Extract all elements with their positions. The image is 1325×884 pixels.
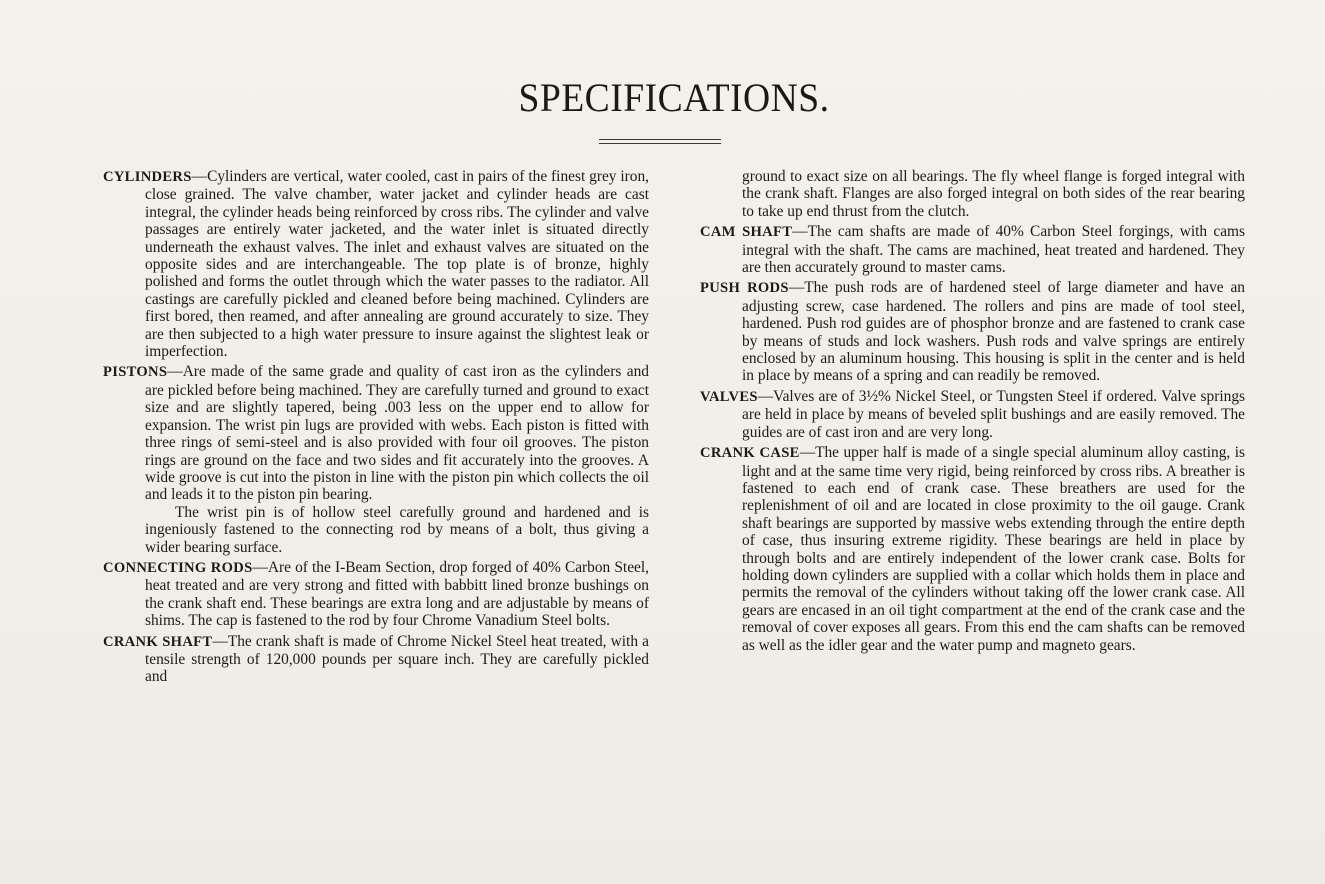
cam-shaft-section (700, 223, 1245, 276)
pistons-text: —Are made of the same grade and quality of cast iron as the cylinders and are pickled before being machined. They are carefully turned and ground to exact size and are slightly tapered, being .003 less on the upper end to allow for expansion. The wrist pin lugs are provided with webs. Each piston is fitted with three rings of semi-steel and is also provided with four oil grooves. The piston rings are ground on the face and two sides and fit accurately into the grooves. A wide groove is cut into the piston in line with the piston pin which collects the oil and leads it to the piston pin bearing. (145, 363, 649, 504)
crank-case-heading: CRANK CASE (700, 445, 800, 462)
crank-shaft-heading: CRANK SHAFT (103, 633, 213, 650)
crank-shaft-continued: ground to exact size on all bearings. The fly wheel flange is forged integral with the crank shaft. Flanges are also forged integral on both sides of the rear bearing to take up end thrust from the clutch. (742, 168, 1245, 220)
crank-shaft-section (103, 633, 649, 686)
connecting-rods-section (103, 559, 649, 630)
page-title: SPECIFICATIONS. (518, 75, 830, 120)
push-rods-text: —The push rods are of hardened steel of large diameter and have an adjusting screw, case hardened. The rollers and pins are made of tool steel, hardened. Push rod guides are of phosphor bronze and are fastened to crank case by means of studs and lock washers. Push rods and valve springs are entirely enclosed by an aluminum housing. This housing is split in the center and is held in place by means of a spring and can readily be removed. (742, 279, 1245, 385)
valves-text: —Valves are of 3½% Nickel Steel, or Tungsten Steel if ordered. Valve springs are held in place by means of beveled split bushings and are easily removed. The guides are of cast iron and are very long. (742, 387, 1245, 441)
crank-shaft-text: —The crank shaft is made of Chrome Nickel Steel heat treated, with a tensile strength of 120,000 pounds per square inch. They are carefully pickled and (145, 632, 649, 686)
pistons-heading: PISTONS (103, 364, 168, 381)
crank-case-section (700, 444, 1245, 654)
crank-case-text: —The upper half is made of a single special aluminum alloy casting, is light and at the same time very rigid, being reinforced by cross ribs. A breather is fastened to each end of crank case. These breathers are used for the replenishment of oil and are located in close proximity to the oil gauge. Crank shaft bearings are supported by massive webs extending through the entire depth of case, thus insuring extreme rigidity. These bearings are held in place by through bolts and are entirely independent of the lower crank case. Bolts for holding down cylinders are supplied with a collar which holds them in place and permits the removal of the cylinders without taking off the lower crank case. All gears are encased in an oil tight compartment at the end of the crank case and the removal of cover exposes all gears. From this end the cam shafts can be removed as well as the idler gear and the water pump and magneto gears. (742, 444, 1245, 654)
left-column (103, 168, 649, 686)
cam-shaft-heading: CAM SHAFT (700, 224, 793, 241)
pistons-text-2: The wrist pin is of hollow steel carefully ground and hardened and is ingeniously fastened to the connecting rod by means of a bolt, thus giving a wider bearing surface. (145, 503, 649, 556)
cylinders-text: —Cylinders are vertical, water cooled, cast in pairs of the finest grey iron, close grained. The valve chamber, water jacket and cylinder heads are cast integral, the cylinder heads being reinforced by cross ribs. The cylinder and valve passages are entirely water jacketed, and the water inlet is situated directly underneath the exhaust valves. The inlet and exhaust valves are situated on the opposite sides and are interchangeable. The top plate is of bronze, highly polished and forms the outlet through which the water passes to the radiator. All castings are carefully pickled and cleaned before being machined. Cylinders are first bored, then reamed, and after annealing are ground accurately to size. They are then subjected to a high water pressure to insure against the slightest leak or imperfection. (145, 168, 649, 361)
push-rods-heading: PUSH RODS (700, 280, 789, 297)
title-rule (599, 139, 721, 144)
valves-section (700, 388, 1245, 441)
right-column (700, 168, 1245, 654)
connecting-rods-heading: CONNECTING RODS (103, 559, 253, 576)
pistons-section (103, 363, 649, 503)
cylinders-section (103, 168, 649, 360)
cylinders-heading: CYLINDERS (103, 169, 192, 185)
push-rods-section (700, 279, 1245, 384)
valves-heading: VALVES (700, 388, 758, 405)
connecting-rods-text: —Are of the I-Beam Section, drop forged of 40% Carbon Steel, heat treated and are very strong and fitted with babbitt lined bronze bushings on the crank shaft end. These bearings are extra long and are adjustable by means of shims. The cap is fastened to the rod by four Chrome Vanadium Steel bolts. (145, 558, 649, 630)
cam-shaft-text: —The cam shafts are made of 40% Carbon Steel forgings, with cams integral with the shaft. The cams are machined, heat treated and hardened. They are then accurately ground to master cams. (742, 223, 1245, 277)
